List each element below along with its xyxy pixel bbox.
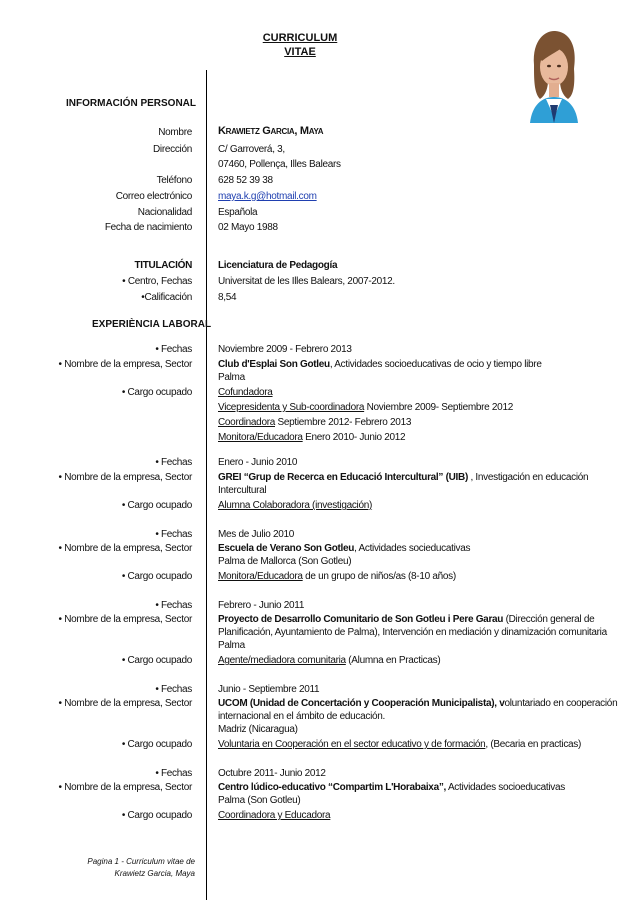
section-experience: EXPERIÈNCIA LABORAL: [92, 319, 212, 330]
label-position: • Cargo ocupado: [121, 500, 192, 511]
label-position: • Cargo ocupado: [121, 655, 192, 666]
entry-company: [218, 542, 618, 555]
value-phone: 628 52 39 38: [218, 175, 273, 186]
entry-place: Palma: [218, 372, 245, 383]
position-detail: (Alumna en Practicas): [345, 655, 441, 666]
company-name: GREI “Grup de Recerca en Educació Intercultural” (UIB): [218, 472, 468, 483]
position-detail: de un grupo de niños/as (8-10 años): [302, 571, 456, 582]
value-name: Krawietz Garcia, Maya: [218, 125, 324, 137]
position-detail: Septiembre 2012- Febrero 2013: [275, 417, 412, 428]
label-position: • Cargo ocupado: [121, 810, 192, 821]
label-email: Correo electrónico: [115, 191, 192, 202]
label-dates: • Fechas: [155, 529, 192, 540]
title-line-1: CURRICULUM: [262, 32, 338, 44]
label-company: • Nombre de la empresa, Sector: [58, 472, 192, 483]
label-dates: • Fechas: [155, 600, 192, 611]
value-address-line-1: C/ Garroverá, 3,: [218, 144, 285, 155]
position-detail: Enero 2010- Junio 2012: [302, 432, 406, 443]
entry-dates: Mes de Julio 2010: [218, 529, 295, 540]
company-sector: (Dirección general de: [503, 614, 595, 625]
company-sector: , Actividades socieducativas: [354, 543, 471, 554]
entry-position: [218, 570, 618, 583]
entry-company-line-2: Planificación, Ayuntamiento de Palma), Intervención en mediación y dinamización comunitaria: [218, 627, 607, 638]
entry-position: [218, 499, 618, 512]
company-name: Escuela de Verano Son Gotleu: [218, 543, 355, 554]
label-nationality: Nacionalidad: [137, 207, 192, 218]
company-sector: Actividades socioeducativas: [446, 782, 565, 793]
company-name: UCOM (Unidad de Concertación y Cooperación Municipalista), v: [218, 698, 505, 709]
entry-dates: Noviembre 2009 - Febrero 2013: [218, 344, 352, 355]
entry-position: [218, 431, 618, 444]
label-degree: TITULACIÓN: [134, 260, 192, 271]
entry-position: [218, 809, 618, 822]
company-sector: , Actividades socioeducativas de ocio y tiempo libre: [329, 359, 542, 370]
entry-company: [218, 358, 618, 371]
label-company: • Nombre de la empresa, Sector: [58, 359, 192, 370]
entry-dates: Enero - Junio 2010: [218, 457, 298, 468]
position-role: Cofundadora: [218, 387, 273, 398]
company-sector: oluntariado en cooperación: [504, 698, 618, 709]
footer-line-2: Krawietz Garcia, Maya: [114, 869, 195, 878]
label-birth-date: Fecha de nacimiento: [104, 222, 192, 233]
title-line-2: VITAE: [284, 46, 316, 58]
position-detail: Noviembre 2009- Septiembre 2012: [364, 402, 513, 413]
entry-company-line-2: internacional en el ámbito de educación.: [218, 711, 386, 722]
footer-line-1: Pagina 1 - Curriculum vitae de: [87, 857, 195, 866]
label-center: • Centro, Fechas: [122, 276, 192, 287]
position-role: Monitora/Educadora: [218, 432, 303, 443]
label-dates: • Fechas: [155, 684, 192, 695]
label-position: • Cargo ocupado: [121, 739, 192, 750]
label-address: Dirección: [153, 144, 192, 155]
entry-company: [218, 471, 618, 484]
entry-dates: Junio - Septiembre 2011: [218, 684, 320, 695]
company-name: Club d'Esplai Son Gotleu: [218, 359, 330, 370]
label-phone: Teléfono: [156, 175, 192, 186]
position-role: Monitora/Educadora: [218, 571, 303, 582]
company-sector: , Investigación en educación: [467, 472, 589, 483]
entry-dates: Octubre 2011- Junio 2012: [218, 768, 326, 779]
column-divider: [206, 70, 207, 900]
value-address-line-2: 07460, Pollença, Illes Balears: [218, 159, 341, 170]
entry-company-line-2: Intercultural: [218, 485, 267, 496]
value-nationality: Española: [218, 207, 258, 218]
label-company: • Nombre de la empresa, Sector: [58, 782, 192, 793]
company-name: Proyecto de Desarrollo Comunitario de Son Gotleu i Pere Garau: [218, 614, 504, 625]
company-name: Centro lúdico-educativo “Compartim L'Horabaixa”,: [218, 782, 447, 793]
entry-company-line-3: Madriz (Nicaragua): [218, 724, 298, 735]
email-link[interactable]: maya.k.g@hotmail.com: [218, 191, 317, 202]
entry-company-line-3: Palma: [218, 640, 245, 651]
entry-company: [218, 613, 618, 626]
section-personal-info: INFORMACIÓN PERSONAL: [66, 98, 196, 109]
label-name: Nombre: [158, 127, 192, 138]
entry-company-line-2: Palma (Son Gotleu): [218, 795, 301, 806]
value-degree: Licenciatura de Pedagogía: [218, 260, 338, 271]
label-position: • Cargo ocupado: [121, 571, 192, 582]
label-dates: • Fechas: [155, 768, 192, 779]
entry-position: [218, 654, 618, 667]
entry-company: [218, 697, 618, 710]
label-company: • Nombre de la empresa, Sector: [58, 614, 192, 625]
profile-photo: [512, 25, 596, 123]
page-footer: [60, 856, 195, 880]
value-birth-date: 02 Mayo 1988: [218, 222, 278, 233]
label-dates: • Fechas: [155, 457, 192, 468]
position-role: Agente/mediadora comunitaria: [218, 655, 346, 666]
entry-position: [218, 401, 618, 414]
label-company: • Nombre de la empresa, Sector: [58, 543, 192, 554]
entry-dates: Febrero - Junio 2011: [218, 600, 305, 611]
value-grade: 8,54: [218, 292, 237, 303]
entry-position: [218, 738, 618, 751]
document-title: [238, 31, 362, 59]
entry-company: [218, 781, 618, 794]
position-role: Coordinadora: [218, 417, 275, 428]
entry-company-line-2: Palma de Mallorca (Son Gotleu): [218, 556, 352, 567]
entry-position: [218, 386, 618, 399]
position-role: Vicepresidenta y Sub-coordinadora: [218, 402, 365, 413]
entry-position: [218, 416, 618, 429]
label-dates: • Fechas: [155, 344, 192, 355]
position-detail: , (Becaria en practicas): [485, 739, 582, 750]
value-center: Universitat de les Illes Balears, 2007-2012.: [218, 276, 395, 287]
label-company: • Nombre de la empresa, Sector: [58, 698, 192, 709]
label-position: • Cargo ocupado: [121, 387, 192, 398]
position-role: Voluntaria en Cooperación en el sector educativo y de formación: [218, 739, 486, 750]
position-role: Coordinadora y Educadora: [218, 810, 331, 821]
position-role: Alumna Colaboradora (investigación): [218, 500, 373, 511]
label-grade: •Calificación: [141, 292, 192, 303]
